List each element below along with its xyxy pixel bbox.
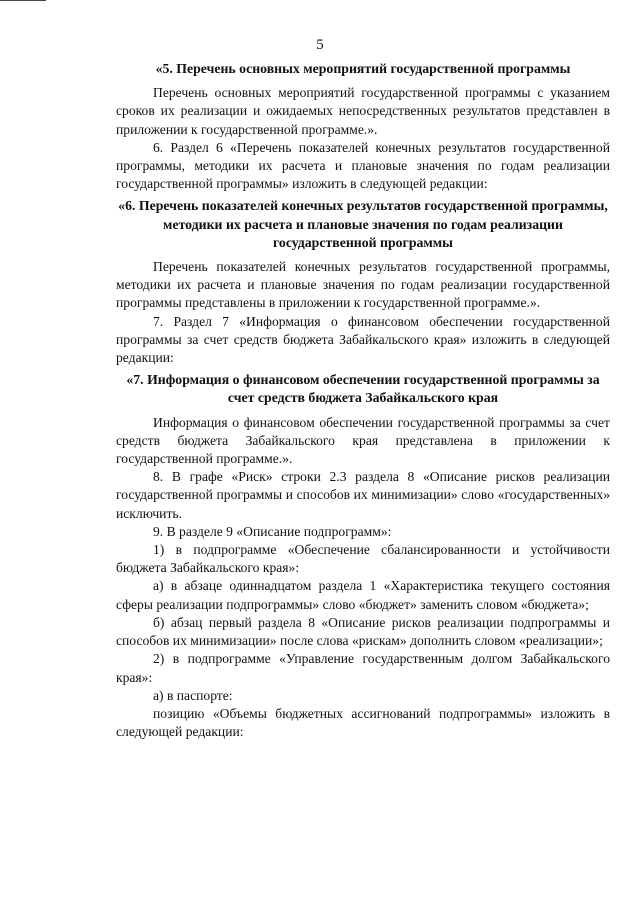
paragraph: 6. Раздел 6 «Перечень показателей конечных результатов государственной программы, методики их расчета и плановые значения по годам реализации государственной программы» изложить в следующей редакции: <box>116 139 610 192</box>
paragraph: а) в абзаце одиннадцатом раздела 1 «Характеристика текущего состояния сферы реализации подпрограммы» слово «бюджет» заменить словом «бюджета»; <box>116 578 610 612</box>
section-heading: «7. Информация о финансовом обеспечении государственной программы за счет средств бюджета Забайкальского края <box>126 372 600 406</box>
paragraph: Перечень основных мероприятий государственной программы с указанием сроков их реализации и ожидаемых непосредственных результатов представлен в приложении к государственной программе.». <box>116 85 610 137</box>
paragraph: 7. Раздел 7 «Информация о финансовом обеспечении государственной программы за счет средств бюджета Забайкальского края» изложить в следующей редакции: <box>116 313 610 366</box>
paragraph: 1) в подпрограмме «Обеспечение сбалансированности и устойчивости бюджета Забайкальского края»: <box>116 542 610 576</box>
paragraph: позицию «Объемы бюджетных ассигнований подпрограммы» изложить в следующей редакции: <box>116 705 610 740</box>
page-number: 5 <box>316 37 324 53</box>
document-body <box>116 58 610 741</box>
paragraph: б) абзац первый раздела 8 «Описание рисков реализации подпрограммы и способов их минимизации» после слова «рискам» дополнить словом «реализации»; <box>116 614 610 649</box>
paragraph: 8. В графе «Риск» строки 2.3 раздела 8 «Описание рисков реализации государственной программы и способов их минимизации» слово «государственных» исключить. <box>116 469 610 521</box>
paragraph: 9. В разделе 9 «Описание подпрограмм»: <box>153 523 392 539</box>
section-heading: «6. Перечень показателей конечных результатов государственной программы, методики их расчета и плановые значения по годам реализации государственной программы <box>118 198 608 250</box>
corner-scan-mark <box>0 0 46 5</box>
section-heading: «5. Перечень основных мероприятий государственной программы <box>155 61 571 76</box>
paragraph: 2) в подпрограмме «Управление государственным долгом Забайкальского края»: <box>116 651 610 685</box>
paragraph: Информация о финансовом обеспечении государственной программы за счет средств бюджета Забайкальского края представлена в приложении к государственной программе.». <box>116 414 610 467</box>
paragraph: Перечень показателей конечных результатов государственной программы, методики их расчета и плановые значения по годам реализации государственной программы представлены в приложении к государственной программе.». <box>116 259 610 311</box>
paragraph: а) в паспорте: <box>153 687 233 703</box>
